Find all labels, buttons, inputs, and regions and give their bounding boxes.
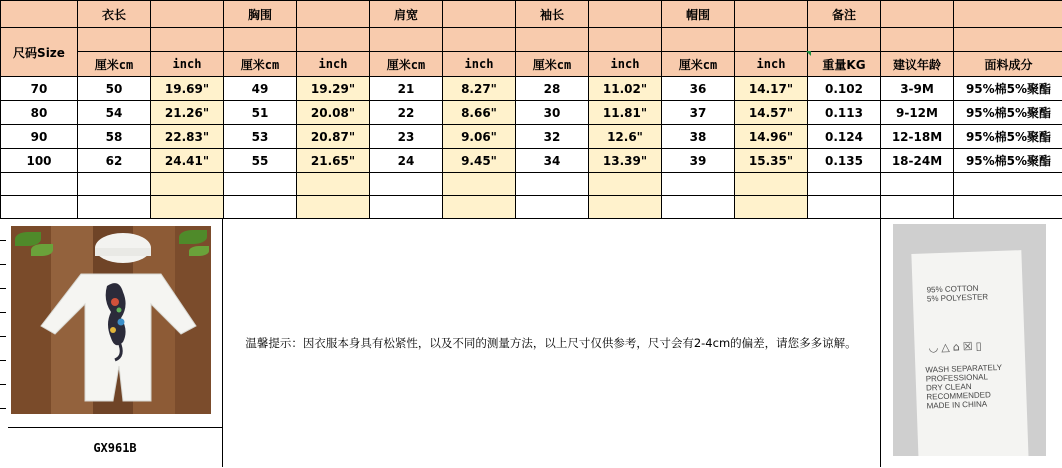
table-row: 90 58 22.83" 53 20.87" 23 9.06" 32 12.6" 38 14.96" 0.124 12-18M 95%棉5%聚酯 [1,125,1062,149]
header-row-groups [1,1,1062,28]
material-header: 面料成分 [954,52,1062,77]
unit-cm: 厘米cm [370,52,443,77]
unit-inch: inch [443,52,516,77]
notice-cell [222,218,881,467]
bleach-icon: △ [941,341,953,354]
care-label-cell [880,218,1062,467]
empty-row [1,196,1062,219]
product-photo-cell [0,218,223,467]
header-row-spacer [1,28,1062,52]
group-sleeve: 袖长 [516,1,589,28]
group-length: 衣长 [78,1,151,28]
product-photo [11,226,211,414]
unit-inch: inch [735,52,808,77]
header-row-units [1,52,1062,77]
group-shoulder: 肩宽 [370,1,443,28]
unit-cm: 厘米cm [662,52,735,77]
wash-icon: ◡ [928,341,941,354]
group-remarks: 备注 [808,1,881,28]
size-header: 尺码Size [1,28,78,77]
size-chart-table [0,0,1062,219]
care-instructions-text: WASH SEPARATELY PROFESSIONAL DRY CLEAN RECOMMENDED MADE IN CHINA [925,363,1003,411]
unit-inch: inch [589,52,662,77]
group-chest: 胸围 [224,1,297,28]
table-row: 70 50 19.69" 49 19.29" 21 8.27" 28 11.02" 36 14.17" 0.102 3-9M 95%棉5%聚酯 [1,77,1062,101]
unit-cm: 厘米cm [224,52,297,77]
table-row: 80 54 21.26" 51 20.08" 22 8.66" 30 11.81" 37 14.57" 0.113 9-12M 95%棉5%聚酯 [1,101,1062,125]
empty-row [1,173,1062,196]
care-label-photo [893,224,1046,456]
cell-comment-marker [806,51,811,56]
bottom-section [0,218,1062,467]
dry-icon: ▯ [975,339,985,352]
unit-cm: 厘米cm [516,52,589,77]
product-code: GX961B [8,427,222,468]
unit-cm: 厘米cm [78,52,151,77]
unit-inch: inch [151,52,224,77]
romper-illustration [11,226,211,414]
no-dry-icon: ☒ [962,340,975,353]
age-header: 建议年龄 [881,52,954,77]
care-label [911,250,1028,456]
care-icons [928,339,984,354]
header-blank [1,1,78,28]
iron-icon: ⌂ [952,340,962,353]
unit-inch: inch [297,52,370,77]
group-hat: 帽围 [662,1,735,28]
weight-header: 重量KG [808,52,881,77]
size-notice: 温馨提示：因衣服本身具有松紧性，以及不同的测量方法，以上尺寸仅供参考，尺寸会有2-4cm的偏差，请您多多谅解。 [226,334,876,352]
table-row: 100 62 24.41" 55 21.65" 24 9.45" 34 13.39" 39 15.35" 0.135 18-24M 95%棉5%聚酯 [1,149,1062,173]
care-material-text: 95% COTTON 5% POLYESTER [926,283,988,303]
